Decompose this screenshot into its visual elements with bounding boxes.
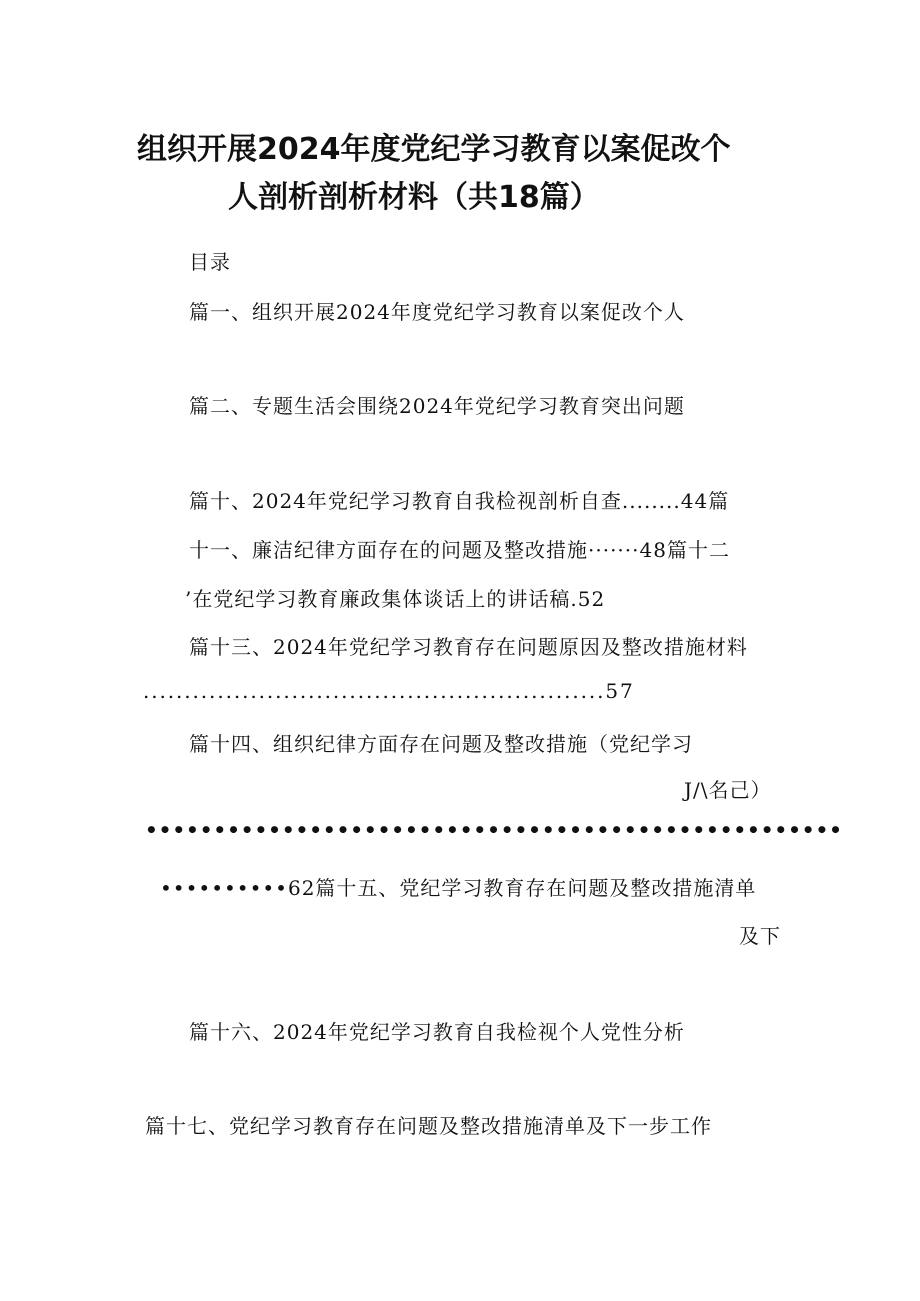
toc-entry-10: 篇十、2024年党纪学习教育自我检视剖析自查........44篇 [189, 489, 730, 513]
document-title-line-1: 组织开展2024年度党纪学习教育以案促改个 [137, 132, 731, 167]
toc-entry-14-continuation: J/\名己） [684, 778, 772, 802]
toc-entry-11: 十一、廉洁纪律方面存在的问题及整改措施·······48篇十二 [189, 538, 730, 562]
toc-entry-12: ’在党纪学习教育廉政集体谈话上的讲话稿.52 [185, 587, 606, 611]
toc-entry-1: 篇一、组织开展2024年度党纪学习教育以案促改个人 [189, 300, 685, 324]
toc-entry-2: 篇二、专题生活会围绕2024年党纪学习教育突出问题 [189, 394, 685, 418]
toc-entry-15: ••••••••••62篇十五、党纪学习教育存在问题及整改措施清单 [160, 876, 757, 900]
toc-entry-15-continuation: 及下 [739, 924, 781, 948]
toc-entry-17: 篇十七、党纪学习教育存在问题及整改措施清单及下一步工作 [145, 1114, 712, 1138]
toc-entry-14: 篇十四、组织纪律方面存在问题及整改措施（党纪学习 [189, 732, 693, 756]
document-title-line-2: 人剖析剖析材料（共18篇） [228, 180, 600, 215]
toc-entry-13: 篇十三、2024年党纪学习教育存在问题原因及整改措施材料 [189, 635, 748, 659]
toc-entry-16: 篇十六、2024年党纪学习教育自我检视个人党性分析 [189, 1020, 685, 1044]
toc-dot-leader-14: ••••••••••••••••••••••••••••••••••••••••••••••••••• [145, 818, 843, 842]
toc-heading: 目录 [189, 250, 231, 274]
toc-dot-leader-13: ........................................................57 [143, 679, 635, 703]
